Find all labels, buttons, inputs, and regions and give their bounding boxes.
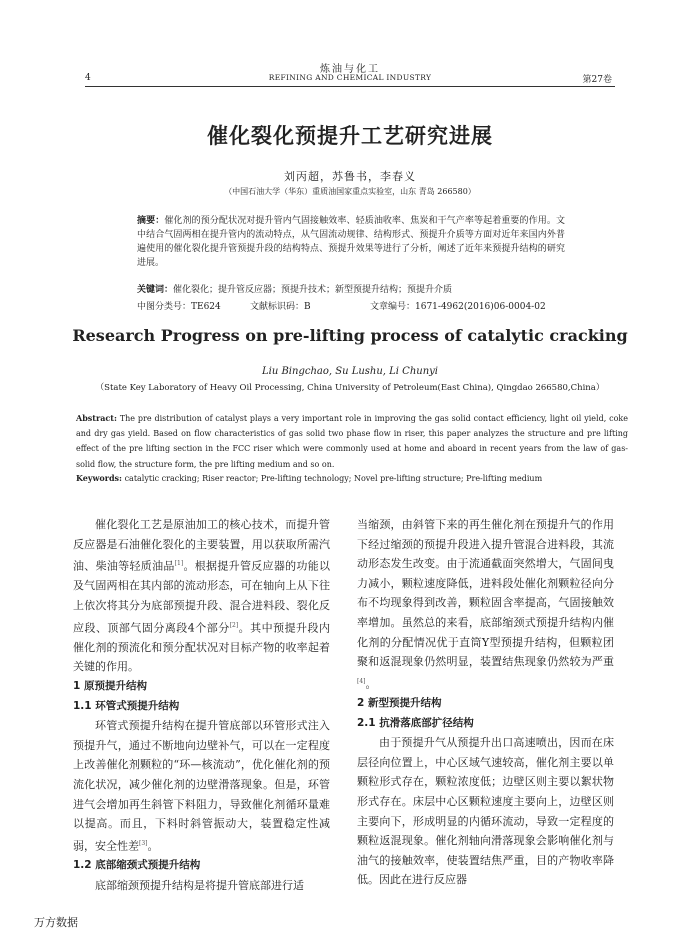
abstract-en: [76, 411, 628, 472]
keywords-cn-text: 催化裂化；提升管反应器；预提升技术；新型预提升结构；预提升介质: [173, 285, 453, 295]
paragraph-1-2-start: 底部缩颈预提升结构是将提升管底部进行适: [95, 878, 304, 892]
citation: [3]: [139, 839, 148, 847]
intro-text-2: 。根据提升管反应器的功能以及气固两相在其内部的流动形态，可在轴向上从下往上依次将其分为底部预提升段、混合进料段、裂化反应段、顶部气固分离段4个部分: [73, 559, 331, 635]
keywords-en: [76, 471, 628, 486]
citation: [2]: [229, 621, 239, 629]
paragraph-1-1: [73, 716, 330, 856]
intro-text-1: 催化裂化工艺是原油加工的核心技术，而提升管反应器是石油催化裂化的主要装置，用以获取所需汽油、柴油等轻质油品: [73, 518, 330, 573]
journal-name-cn: 炼油与化工: [320, 64, 380, 75]
document-code: 文献标识码：B: [250, 302, 311, 312]
abstract-cn-text: 催化剂的预分配状况对提升管内气固接触效率、轻质油收率、焦炭和干气产率等起着重要的作用。文中结合气固两相在提升管内的流动特点，从气固流动规律、结构形式、预提升介质等方面对近年来国内外普遍使用的催化裂化提升管预提升段的结构特点、预提升效果等进行了分析，阐述了近年来预提升结构的研究进展。: [137, 216, 565, 268]
paragraph-1-1-text: 环管式预提升结构在提升管底部以环管形式注入预提升气，通过不断地向边壁补气，可以在一定程度上改善催化剂颗粒的“环—核流动”，优化催化剂的预流化状况，减少催化剂的边壁滑落现象。但是，环管进气会增加再生斜管下料阻力，导致催化剂循环量难以提高。而且，下料时斜管振动大，装置稳定性减弱，安全性差: [73, 719, 330, 853]
section-heading-1-1: 1.1 环管式预提升结构: [73, 699, 180, 712]
keywords-en-label: Keywords:: [76, 473, 123, 483]
paragraph-1-2-cont: [357, 515, 614, 694]
volume-label: 第27卷: [582, 75, 612, 85]
intro-paragraph: [73, 515, 330, 677]
header-rule: [85, 86, 615, 87]
authors-en: Liu Bingchao, Su Lushu, Li Chunyi: [262, 366, 438, 377]
section-heading-1-2: 1.2 底部缩颈式预提升结构: [73, 859, 201, 872]
abstract-en-label: Abstract:: [76, 413, 117, 423]
keywords-en-text: catalytic cracking; Riser reactor; Pre-lifting technology; Novel pre-lifting structure; Pre-lifting medium: [124, 474, 543, 483]
abstract-cn: [137, 214, 565, 270]
section-heading-2: 2 新型预提升结构: [357, 697, 442, 709]
abstract-cn-label: 摘要：: [137, 216, 165, 226]
keywords-cn-label: 关键词：: [137, 285, 174, 295]
paragraph-1-2-end: 。: [365, 677, 377, 691]
classification-row: [137, 299, 565, 313]
authors-cn: 刘丙超，苏鲁书，李春义: [284, 170, 416, 183]
intro-text-3: 。其中预提升段内催化剂的预流化和预分配状况对目标产物的收率起着关键的作用。: [73, 621, 331, 674]
abstract-en-text: The pre distribution of catalyst plays a very important role in improving the gas solid contact efficiency, light oil yield, coke and dry gas yield. Based on flow characteristics of gas solid two phase flow in riser, this paper analyzes the structure and pre lifting effect of the pre lifting section in the FCC riser which were commonly used at home and aboard in recent years from the law of gas-solid flow, the structure form, the pre lifting medium and so on.: [76, 414, 628, 469]
title-cn: 催化裂化预提升工艺研究进展: [207, 124, 493, 148]
wanfang-watermark: 万方数据: [34, 916, 78, 929]
body-column-right: [357, 515, 614, 890]
article-number: 文章编号：1671-4962(2016)06-0004-02: [370, 302, 546, 312]
page-number: 4: [85, 73, 91, 83]
journal-name-en: REFINING AND CHEMICAL INDUSTRY: [268, 73, 432, 82]
section-heading-1: 1 原预提升结构: [73, 680, 147, 693]
clc-number: 中图分类号：TE624: [137, 302, 221, 312]
paragraph-1-1-end: 。: [147, 839, 159, 853]
paragraph-2-1: 由于预提升气从预提升出口高速喷出，因而在床层径向位置上，中心区域气速较高，催化剂主要以单颗粒形式存在，颗粒浓度低；边壁区则主要以絮状物形式存在。床层中心区颗粒速度主要向上，边壁区则主要向下，形成明显的内循环流动，导致一定程度的颗粒返混现象。催化剂轴向滑落现象会影响催化剂与油气的接触效率，使装置结焦严重，目的产物收率降低。因此在进行反应器: [357, 736, 614, 887]
title-en: Research Progress on pre-lifting process of catalytic cracking: [72, 326, 628, 345]
affiliation-cn: （中国石油大学（华东）重质油国家重点实验室，山东 青岛 266580）: [224, 187, 476, 196]
affiliation-en: （State Key Laboratory of Heavy Oil Processing, China University of Petroleum(East China), Qingdao 266580,China）: [95, 383, 605, 393]
paragraph-1-2-text: 当缩颈，由斜管下来的再生催化剂在预提升气的作用下经过缩颈的预提升段进入提升管混合进料段，其流动形态发生改变。由于流通截面突然增大，气固间曳力减小，颗粒速度降低，进料段处催化剂颗粒径向分布不均现象得到改善，颗粒固含率提高，气固接触效率增加。虽然总的来看，底部缩颈式预提升结构内催化剂的分配情况优于直筒Y型预提升结构，但颗粒团聚和返混现象仍然明显，装置结焦现象仍然较为严重: [357, 518, 614, 669]
keywords-cn: [137, 284, 565, 297]
body-column-left: [73, 515, 330, 895]
citation: [4]: [357, 677, 366, 685]
section-heading-2-1: 2.1 抗滑落底部扩径结构: [357, 716, 474, 729]
citation: [1]: [174, 560, 184, 568]
